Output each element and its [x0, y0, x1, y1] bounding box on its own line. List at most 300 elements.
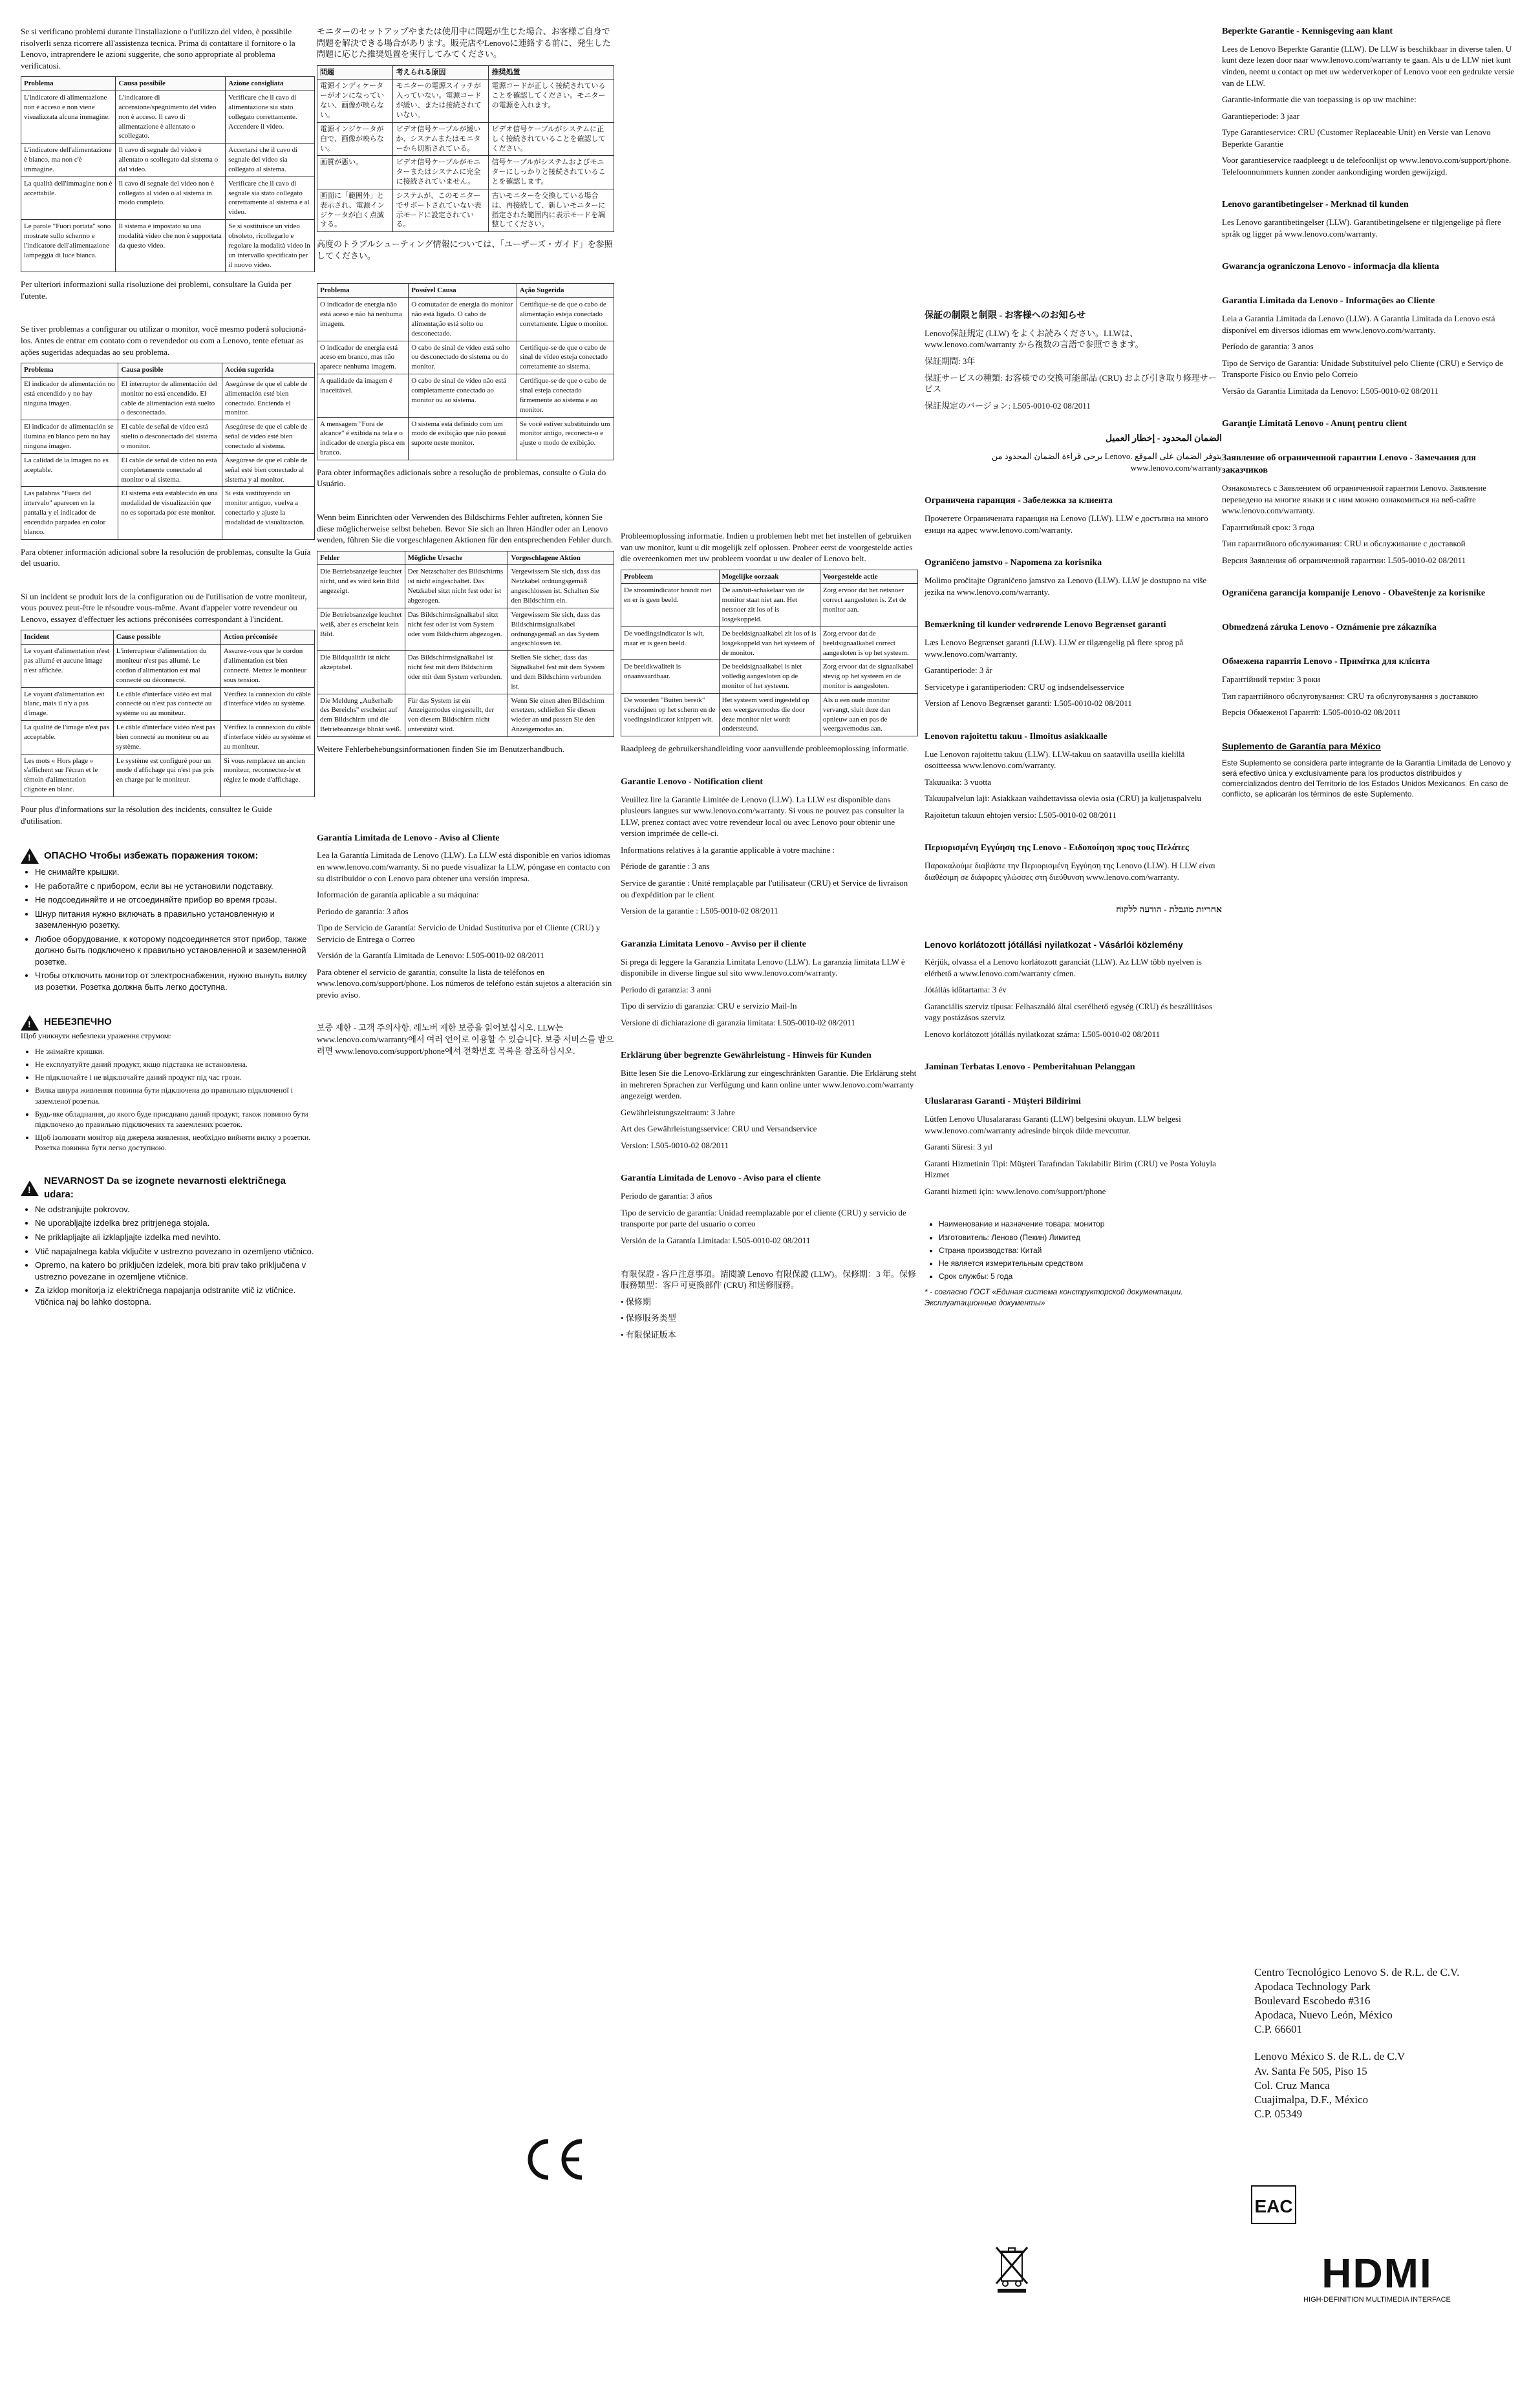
table-row	[21, 754, 315, 797]
table-cell: 電源インディケーターがオンになっていない、画像が映らない。	[317, 80, 393, 122]
ru-warranty	[1222, 453, 1519, 566]
table-row	[317, 374, 614, 417]
da-warranty-info-item: Servicetype i garantiperioden: CRU og indsendelsesservice	[925, 681, 1124, 692]
hu-warranty-info-item: Garanciális szerviz típusa: Felhasználó által cserélhető egység (CRU) és beszállításos vagy postázásos szerviz	[925, 1001, 1213, 1023]
table-header: Problema	[21, 363, 118, 378]
es-warranty-title: Garantía Limitada de Lenovo - Aviso al Cliente	[317, 833, 500, 843]
de-warranty-info-item: Gewährleistungszeitraum: 3 Jahre	[621, 1107, 735, 1117]
ru-warranty-info-item: Гарантийный срок: 3 года	[1222, 522, 1314, 532]
table-cell: Das Bildschirmsignalkabel sitzt nicht fest oder ist vom System oder vom Bildschirm abgezogen.	[405, 608, 508, 650]
warning-heading	[21, 1175, 315, 1201]
tr-warranty-info-item: Garanti hizmeti için: www.lenovo.com/support/phone	[925, 1186, 1106, 1196]
fr-warranty-info-title: Informations relatives à la garantie applicable à votre machine :	[621, 844, 835, 855]
de-warranty-info-item: Version: L505-0010-02 08/2011	[621, 1140, 729, 1150]
da-warranty-info-item: Version af Lenovo Begrænset garanti: L505-0010-02 08/2011	[925, 698, 1132, 709]
ar-warranty-title: الضمان المحدود - إخطار العميل	[1105, 434, 1222, 444]
bg-warranty-text: Прочетете Ограничената гаранция на Lenovo (LLW). LLW е достъпна на много езици на адрес www.lenovo.com/warranty.	[925, 513, 1208, 535]
fi-warranty-text: Lue Lenovon rajoitettu takuu (LLW). LLW-takuu on saatavilla useilla kielillä osoitteessa www.lenovo.com/warranty.	[925, 749, 1185, 771]
ja-troubleshooting-table	[317, 65, 614, 233]
it-troubleshooting-table	[21, 76, 315, 272]
list-item: • Наименование и назначение товара: монитор	[939, 1219, 1222, 1229]
sl-danger-warning	[21, 1175, 315, 1307]
fi-warranty-title: Lenovon rajoitettu takuu - Ilmoitus asiakkaalle	[925, 731, 1107, 742]
hu-warranty-text: Kérjük, olvassa el a Lenovo korlátozott garanciát (LLW). Az LLW több nyelven is elérhető a www.lenovo.com/warranty címen.	[925, 957, 1202, 978]
ko-warranty-text: 보증 제한 - 고객 주의사항. 레노버 제한 보증을 읽어보십시오. LLW는 www.lenovo.com/warranty에서 여러 언어로 이용할 수 있습니다. 보증 서비스를 받으려면 www.lenovo.com/support/phone에서 전화번호 목록을 참조하십시오.	[317, 1023, 614, 1056]
table-cell: Le voyant d'alimentation n'est pas allumé et aucune image n'est affichée.	[21, 645, 114, 687]
table-header: Problema	[21, 77, 116, 91]
list-item: • Vtič napajalnega kabla vključite v ustrezno povezano in ozemljeno vtičnico.	[35, 1246, 315, 1258]
nl-troubleshooting	[621, 530, 918, 755]
ru-danger-warning	[21, 848, 315, 992]
column-3	[621, 530, 918, 1362]
da-warranty-info-item: Garantiperiode: 3 år	[925, 665, 992, 676]
table-row	[21, 144, 315, 177]
da-warranty-title: Bemærkning til kunder vedrørende Lenovo Begrænset garanti	[925, 620, 1166, 630]
es-warranty-info-item: Periodo de garantía: 3 años	[317, 906, 409, 916]
sr-warranty-title: Ograničena garancija kompanije Lenovo - Obaveštenje za korisnike	[1222, 588, 1486, 599]
column-2	[317, 26, 614, 1078]
hdmi-logo-text: HDMI	[1321, 2250, 1433, 2296]
table-row	[317, 417, 614, 460]
fr-warranty-text: Veuillez lire la Garantie Limitée de Lenovo (LLW). La LLW est disponible dans plusieurs langues sur www.lenovo.com/warranty. Si vous ne pouvez pas consulter la LLW, prenez contact avec votre revendeur local ou avec Lenovo pour obtenir une version imprimée de celle-ci.	[621, 794, 904, 839]
ja-troubleshooting	[317, 26, 614, 261]
table-cell: Die Bildqualität ist nicht akzeptabel.	[317, 651, 405, 694]
warning-title: НЕБЕЗПЕЧНО	[44, 1016, 112, 1028]
table-header: Causa posible	[118, 363, 222, 378]
address-line: Lenovo México S. de R.L. de C.V	[1254, 2050, 1406, 2063]
mx-supplement-text: Este Suplemento se considera parte integrante de la Garantía Limitada de Lenovo y será efectivo única y exclusivamente para los productos distribuidos y comercializados dentro del Territorio de los Estados Unidos Mexicanos. En caso de conflicto, se aplicarán los términos de este Suplemento.	[1222, 758, 1511, 799]
es-footer: Para obtener información adicional sobre la resolución de problemas, consulte la Guía del usuario.	[21, 546, 311, 568]
pt-warranty-info-item: Tipo de Serviço de Garantia: Unidade Substituível pelo Cliente (CRU) e Serviço de Transporte Físico ou Envio pelo Correio	[1222, 358, 1503, 380]
list-item: • Opremo, na katero bo priključen izdelek, mora biti prav tako priključena v ustrezno povezane in ozemljene vtičnice.	[35, 1259, 315, 1282]
table-cell: Las palabras "Fuera del intervalo" aparecen en la pantalla y el indicador de encendido parpadea en color blanco.	[21, 487, 118, 539]
pt-warranty-text: Leia a Garantia Limitada da Lenovo (LLW). A Garantia Limitada da Lenovo está disponível em diversos idiomas em www.lenovo.com/warranty.	[1222, 314, 1495, 335]
list-item: • Ne uporabljajte izdelka brez pritrjenega stojala.	[35, 1217, 315, 1229]
es2-warranty	[621, 1173, 918, 1246]
list-item: • Изготовитель: Леново (Пекин) Лимитед	[939, 1232, 1222, 1243]
eac-mark-icon	[1251, 2185, 1296, 2224]
table-cell: Zorg ervoor dat het netsnoer correct aangesloten is. Zet de monitor aan.	[820, 584, 917, 626]
table-cell: Les mots « Hors plage » s'affichent sur l'écran et le témoin d'alimentation clignote en blanc.	[21, 754, 114, 797]
list-item: • Чтобы отключить монитор от электроснабжения, нужно вынуть вилку из розетки. Розетка должна быть легко доступна.	[35, 970, 315, 992]
pt-intro: Se tiver problemas a configurar ou utilizar o monitor, você mesmo poderá solucioná-los. Antes de entrar em contato com o revendedor ou com a Lenovo, tente efetuar as ações sugeridas adequadas ao seu problema.	[21, 324, 306, 357]
table-header: Ação Sugerida	[517, 284, 614, 298]
list-item: • Ne priklapljajte ali izklapljajte izdelka med nevihto.	[35, 1232, 315, 1243]
zh-label: • 保修服务类型	[621, 1313, 676, 1323]
table-cell: L'interrupteur d'alimentation du moniteur n'est pas allumé. Le cordon d'alimentation est mal connecté ou déconnecté.	[113, 645, 220, 687]
bg-warranty	[925, 495, 1222, 535]
table-cell: Die Meldung „Außerhalb des Bereichs" erscheint auf dem Bildschirm und die Betriebsanzeige blinkt weiß.	[317, 694, 405, 736]
list-item: • Не експлуатуйте даний продукт, якщо підставка не встановлена.	[35, 1059, 315, 1069]
fr-footer: Pour plus d'informations sur la résolution des incidents, consultez le Guide d'utilisation.	[21, 804, 273, 826]
nl-warranty-info-item: Type Garantieservice: CRU (Customer Replaceable Unit) en Versie van Lenovo Beperkte Garantie	[1222, 127, 1491, 149]
da-warranty-text: Læs Lenovo Begrænset garanti (LLW). LLW er tilgængelig på flere sprog på www.lenovo.com/warranty.	[925, 637, 1183, 659]
table-header: Voorgestelde actie	[820, 570, 917, 584]
es2-warranty-info-item: Versión de la Garantía Limitada: L505-0010-02 08/2011	[621, 1235, 811, 1245]
list-item: • Не знімайте кришки.	[35, 1046, 315, 1056]
ro-warranty	[1222, 418, 1519, 431]
no-warranty	[1222, 199, 1519, 239]
table-header: Acción sugerida	[222, 363, 315, 378]
table-cell: O cabo de sinal de vídeo está solto ou desconectado do sistema ou do monitor.	[409, 341, 517, 374]
it-warranty	[621, 939, 918, 1029]
ce-mark-icon	[517, 2134, 588, 2185]
table-cell: Si vous remplacez un ancien moniteur, reconnectez-le et réglez le mode d'affichage.	[220, 754, 314, 797]
pt-troubleshooting-table	[317, 283, 614, 460]
table-header: Causa possibile	[116, 77, 226, 91]
tr-warranty-title: Uluslararası Garanti - Müşteri Bildirimi	[925, 1097, 1081, 1107]
table-cell: Wenn Sie einen alten Bildschirm ersetzen, schließen Sie diesen wieder an und passen Sie den Anzeigemodus an.	[508, 694, 614, 736]
it-warranty-title: Garanzia Limitata Lenovo - Avviso per il cliente	[621, 939, 806, 949]
table-cell: O indicador de energia está aceso em branco, mas não aparece nenhuma imagem.	[317, 341, 409, 374]
nl-warranty-info-item: Garantieperiode: 3 jaar	[1222, 111, 1299, 121]
tr-warranty-info-item: Garanti Süresi: 3 yıl	[925, 1142, 993, 1152]
table-header: Vorgeschlagene Aktion	[508, 551, 614, 565]
warning-triangle-icon	[21, 848, 39, 864]
table-cell: 古いモニターを交換している場合は、再接続して、新しいモニターに指定された範囲内に表示モードを調整してください。	[489, 189, 614, 231]
zh-label: • 有限保证版本	[621, 1329, 676, 1340]
hu-warranty-info-item: Lenovo korlátozott jótállás nyilatkozat száma: L505-0010-02 08/2011	[925, 1029, 1160, 1039]
sr-warranty	[1222, 588, 1519, 600]
es-troubleshooting-table	[21, 363, 315, 540]
it-warranty-text: Si prega di leggere la Garanzia Limitata Lenovo (LLW). La garanzia limitata LLW è disponibile in diverse lingue sul sito www.lenovo.com/warranty.	[621, 956, 905, 978]
table-cell: El sistema está establecido en una modalidad de visualización que no es soportada por este monitor.	[118, 487, 222, 539]
table-row	[21, 220, 315, 272]
table-cell: 電源コードが正しく接続されていることを確認してください。モニターの電源を入れます。	[489, 80, 614, 122]
it-intro: Se si verificano problemi durante l'installazione o l'utilizzo del video, è possibile risolverli senza ricorrere all'assistenza tecnica. Prima di contattare il fornitore o la Lenovo, intraprendere le azioni suggerite, che sono appropriate al problema verificatosi.	[21, 27, 295, 70]
table-header: Incident	[21, 630, 114, 645]
table-cell: O indicador de energia não está aceso e não há nenhuma imagem.	[317, 298, 409, 341]
ru-product-info	[925, 1219, 1222, 1307]
warning-title: ОПАСНО Чтобы избежать поражения током:	[44, 850, 259, 861]
table-cell: La qualité de l'image n'est pas acceptable.	[21, 721, 114, 755]
hu-warranty-info-item: Jótállás időtartama: 3 év	[925, 985, 1007, 995]
ar-warranty-text: يرجى قراءة الضمان المحدود من Lenovo. يتوفر الضمان على الموقع www.lenovo.com/warranty	[991, 451, 1222, 473]
es-warranty-info-title: Información de garantía aplicable a su máquina:	[317, 890, 479, 900]
fr-troubleshooting-table	[21, 630, 315, 797]
table-cell: Accertarsi che il cavo di segnale del video sia collegato al sistema.	[226, 144, 315, 177]
zh-warranty	[621, 1269, 918, 1341]
it-footer: Per ulteriori informazioni sulla risoluzione dei problemi, consultare la Guida per l'utente.	[21, 279, 292, 301]
es-warranty-footer: Para obtener el servicio de garantía, consulte la lista de teléfonos en www.lenovo.com/support/phone. Los números de teléfono están sujetos a alteración sin previo aviso.	[317, 967, 612, 1000]
table-cell: El cable de señal de vídeo está suelto o desconectado del sistema o monitor.	[118, 420, 222, 454]
ja-warranty-info-item: 保証規定のバージョン: L505-0010-02 08/2011	[925, 400, 1091, 411]
warning-triangle-icon	[21, 1015, 39, 1031]
hr-warranty-text: Molimo pročitajte Ograničeno jamstvo za Lenovo (LLW). LLW je dostupno na više jezika na www.lenovo.com/warranty.	[925, 575, 1207, 597]
table-cell: La qualità dell'immagine non è accettabile.	[21, 177, 116, 219]
bg-warranty-title: Ограничена гаранция - Забележка за клиента	[925, 496, 1113, 506]
fi-warranty	[925, 731, 1222, 821]
fr-warranty-title: Garantie Lenovo - Notification client	[621, 776, 764, 787]
tr-warranty	[925, 1096, 1222, 1197]
list-item: • Ne odstranjujte pokrovov.	[35, 1204, 315, 1215]
zh-warranty-text: 有限保證 - 客戶注意事項。請閱讀 Lenovo 有限保證 (LLW)。保修期：3 年。保修服務類型：客戶可更換部件 (CRU) 和送修服務。	[621, 1269, 916, 1290]
ja-warranty-info-item: 保証期間: 3年	[925, 356, 976, 366]
table-cell: Certifique-se de que o cabo de sinal de vídeo esteja conectado corretamente ao sistema.	[517, 341, 614, 374]
no-warranty-title: Lenovo garantibetingelser - Merknad til kunden	[1222, 200, 1409, 210]
table-header: Azione consigliata	[226, 77, 315, 91]
table-row	[21, 487, 315, 539]
table-cell: Der Netzschalter des Bildschirms ist nicht eingeschaltet. Das Netzkabel sitzt nicht fest oder ist abgezogen.	[405, 565, 508, 608]
nl-warranty-text: Lees de Lenovo Beperkte Garantie (LLW). De LLW is beschikbaar in diverse talen. U kunt deze lezen door naar www.lenovo.com/warranty te gaan. Als u de LLW niet kunt vinden, neemt u contact op met uw wederverkoper of Lenovo voor een gedrukte versie van de LLW.	[1222, 43, 1514, 88]
table-header: Mögliche Ursache	[405, 551, 508, 565]
table-cell: Die Betriebsanzeige leuchtet nicht, und es wird kein Bild angezeigt.	[317, 565, 405, 608]
table-cell: L'indicatore di alimentazione non è acceso e non viene visualizzata alcuna immagine.	[21, 91, 116, 144]
ro-warranty-title: Garanţie Limitată Lenovo - Anunţ pentru client	[1222, 419, 1407, 429]
pl-warranty	[1222, 261, 1519, 273]
table-cell: 画質が悪い。	[317, 156, 393, 189]
hu-warranty	[925, 939, 1222, 1040]
table-cell: De aan/uit-schakelaar van de monitor staat niet aan. Het netsnoer zit los of is losgekoppeld.	[719, 584, 820, 626]
es-warranty-info-item: Versión de la Garantía Limitada de Lenovo: L505-0010-02 08/2011	[317, 950, 544, 961]
table-cell: Le voyant d'alimentation est blanc, mais il n'y a pas d'image.	[21, 687, 114, 721]
table-row	[317, 122, 614, 156]
table-cell: Se você estiver substituindo um monitor antigo, reconecte-o e ajuste o modo de exibição.	[517, 417, 614, 460]
column-1	[21, 26, 315, 1329]
list-item: • Не підключайте і не відключайте даний продукт під час грози.	[35, 1072, 315, 1082]
table-cell: El interruptor de alimentación del monitor no está encendido. El cable de alimentación está suelto o desconectado.	[118, 377, 222, 420]
table-cell: O cabo de sinal de vídeo não está completamente conectado ao monitor ou ao sistema.	[409, 374, 517, 417]
nl-warranty-title: Beperkte Garantie - Kennisgeving aan klant	[1222, 27, 1393, 36]
table-row	[621, 693, 918, 736]
table-header: 推奨処置	[489, 65, 614, 80]
table-header: Problema	[317, 284, 409, 298]
list-item: • Za izklop monitorja iz električnega napajanja odstranite vtič iz vtičnice. Vtičnica naj bo lahko dostopna.	[35, 1285, 315, 1307]
product-info-list	[925, 1219, 1222, 1281]
table-cell: Vérifiez la connexion du câble d'interface vidéo au système et au moniteur.	[220, 721, 314, 755]
fr-intro: Si un incident se produit lors de la configuration ou de l'utilisation de votre moniteur, vous pouvez peut-être le résoudre vous-même. Avant d'appeler votre revendeur ou Lenovo, essayez d'effectuer les actions préconisées correspondant à l'incident.	[21, 591, 307, 624]
list-item: • Щоб ізолювати монітор від джерела живлення, необхідно вийняти вилку з розетки. Розетка повинна бути легко доступною.	[35, 1132, 315, 1153]
table-cell: Vérifiez la connexion du câble d'interface vidéo au système.	[220, 687, 314, 721]
table-cell: De beeldsignaalkabel zit los of is losgekoppeld van het systeem of de monitor.	[719, 626, 820, 660]
table-cell: O sistema está definido com um modo de exibição que não possui suporte neste monitor.	[409, 417, 517, 460]
ja-warranty-text: Lenovo保証規定 (LLW) をよくお読みください。LLWは、www.lenovo.com/warranty から複数の言語で参照できます。	[925, 328, 1144, 350]
address-line: Col. Cruz Manca	[1254, 2079, 1330, 2092]
ja-footer: 高度のトラブルシューティング情報については、「ユーザーズ・ガイド」を参照してください。	[317, 239, 613, 261]
table-cell: Het systeem werd ingesteld op een weergavemodus die door deze monitor niet wordt ondersteund.	[719, 693, 820, 736]
he-warranty	[925, 905, 1222, 917]
warning-title: NEVARNOST Da se izognete nevarnosti električnega udara:	[44, 1175, 286, 1200]
table-cell: Certifique-se de que o cabo de alimentação esteja conectado corretamente. Ligue o monitor.	[517, 298, 614, 341]
pt-footer: Para obter informações adicionais sobre a resolução de problemas, consulte o Guia do Usuário.	[317, 467, 606, 489]
uk-warranty	[1222, 656, 1519, 718]
ru-warranty-title: Заявление об ограниченной гарантии Lenovo - Замечания для заказчиков	[1222, 453, 1476, 476]
table-row	[21, 377, 315, 420]
warning-list	[21, 1046, 315, 1153]
table-cell: De beeldkwaliteit is onaanvaardbaar.	[621, 660, 720, 694]
table-header: 問題	[317, 65, 393, 80]
table-row	[317, 341, 614, 374]
table-cell: L'indicatore dell'alimentazione è bianco, ma non c'è immagine.	[21, 144, 116, 177]
table-row	[317, 694, 614, 736]
table-cell: 画面に「範囲外」と表示され、電源インジケータが白く点滅する。	[317, 189, 393, 231]
nl-warranty-footer: Voor garantieservice raadpleegt u de telefoonlijst op www.lenovo.com/support/phone. Telefoonnummers kunnen zonder aankondiging worden gewijzigd.	[1222, 155, 1512, 177]
table-cell: Zorg ervoor dat de signaalkabel stevig op het systeem en de monitor is aangesloten.	[820, 660, 917, 694]
table-row	[317, 565, 614, 608]
de-warranty-info-item: Art des Gewährleistungsservice: CRU und Versandservice	[621, 1124, 817, 1134]
table-header: Cause possible	[113, 630, 220, 645]
table-cell: Il cavo di segnale del video è allentato o scollegato dal sistema o dal video.	[116, 144, 226, 177]
table-cell: A qualidade da imagem é inaceitável.	[317, 374, 409, 417]
table-cell: Il cavo di segnale del video non è collegato al video o al sistema in modo completo.	[116, 177, 226, 219]
es2-warranty-info-item: Periodo de garantía: 3 años	[621, 1191, 712, 1201]
table-cell: ビデオ信号ケーブルが緩いか、システムまたはモニターから切断されている。	[393, 122, 489, 156]
table-cell: De stroomindicator brandt niet en er is geen beeld.	[621, 584, 720, 626]
gost-note: * - согласно ГОСТ «Единая система конструкторской документации. Эксплуатационные документы»	[925, 1287, 1183, 1307]
table-row	[317, 80, 614, 122]
table-row	[21, 721, 315, 755]
mx-supplement-title: Suplemento de Garantía para México	[1222, 740, 1381, 751]
it-troubleshooting	[21, 26, 315, 301]
list-item: • Будь-яке обладнання, до якого буде приєднано даний продукт, також повинно бути підключено до правильно підключених та заземлених розеток.	[35, 1109, 315, 1129]
pt-warranty-info-item: Versão da Garantia Limitada da Lenovo: L505-0010-02 08/2011	[1222, 385, 1438, 396]
ja-warranty-info-item: 保証サービスの種類: お客様での交換可能部品 (CRU) および引き取り修理サービス	[925, 372, 1217, 394]
de-footer: Weitere Fehlerbehebungsinformationen finden Sie im Benutzerhandbuch.	[317, 744, 565, 754]
warning-heading	[21, 1015, 315, 1031]
nl-intro: Probleemoplossing informatie. Indien u problemen hebt met het instellen of gebruiken van uw monitor, kunt u dit mogelijk zelf oplossen. Probeer eerst de voorgestelde acties die overeenkomen met uw probleem voordat u uw dealer of Lenovo belt.	[621, 531, 913, 564]
table-cell: De woorden "Buiten bereik" verschijnen op het scherm en de voedingsindicator knippert wit.	[621, 693, 720, 736]
ar-warranty	[925, 433, 1222, 473]
el-warranty-title: Περιορισμένη Εγγύηση της Lenovo - Ειδοποίηση προς τους Πελάτες	[925, 843, 1189, 853]
list-item: • Вилка шнура живлення повинна бути підключена до правильно підключеної і заземленої розетки.	[35, 1085, 315, 1106]
de-troubleshooting	[317, 511, 614, 755]
address-line: Centro Tecnológico Lenovo S. de R.L. de C.V.	[1254, 1966, 1460, 1978]
nl-warranty-info-title: Garantie-informatie die van toepassing is op uw machine:	[1222, 94, 1417, 105]
uk-warranty-info-item: Версія Обмеженої Гарантії: L505-0010-02 08/2011	[1222, 707, 1401, 718]
table-cell: Als u een oude monitor vervangt, sluit deze dan opnieuw aan en pas de weergavemodus aan.	[820, 693, 917, 736]
fr-warranty-info-item: Période de garantie : 3 ans	[621, 861, 710, 872]
address-line: Apodaca, Nuevo León, México	[1254, 2009, 1393, 2022]
fi-warranty-info-item: Takuupalvelun laji: Asiakkaan vaihdettavissa olevia osia (CRU) ja kuljetuspalvelu	[925, 793, 1201, 804]
list-item: • Не является измерительным средством	[939, 1258, 1222, 1269]
table-row	[317, 189, 614, 231]
table-cell: De voedingsindicator is wit, maar er is geen beeld.	[621, 626, 720, 660]
address-line: C.P. 66601	[1254, 2023, 1303, 2036]
table-cell: Die Betriebsanzeige leuchtet weiß, aber es erscheint kein Bild.	[317, 608, 405, 650]
table-cell: L'indicatore di accensione/spegnimento del video non è acceso. Il cavo di alimentazione è allentato o scollegato.	[116, 91, 226, 144]
table-header: Action préconisée	[220, 630, 314, 645]
da-warranty	[925, 619, 1222, 709]
address-line: Cuajimalpa, D.F., México	[1254, 2093, 1369, 2106]
table-row	[21, 420, 315, 454]
hr-warranty	[925, 557, 1222, 597]
address-line: Boulevard Escobedo #316	[1254, 1995, 1371, 2007]
id-warranty	[925, 1062, 1222, 1074]
table-row	[317, 298, 614, 341]
warning-list	[21, 866, 315, 992]
tr-warranty-info-item: Garanti Hizmetinin Tipi: Müşteri Tarafından Takılabilir Birim (CRU) ve Posta Yoluyla Hizmet	[925, 1158, 1216, 1180]
it-warranty-info-item: Tipo di servizio di garanzia: CRU e servizio Mail-In	[621, 1001, 797, 1011]
table-cell: Si está sustituyendo un monitor antiguo, vuelva a conectarlo y ajuste la modalidad de visualización.	[222, 487, 315, 539]
es-warranty	[317, 833, 614, 1001]
column-4	[925, 310, 1222, 1330]
table-header: 考えられる原因	[393, 65, 489, 80]
uk-warranty-info-item: Тип гарантійного обслуговування: CRU та обслуговування з доставкою	[1222, 690, 1479, 701]
uk-warranty-info-item: Гарантійний термін: 3 роки	[1222, 674, 1320, 685]
table-cell: Für das System ist ein Anzeigemodus eingestellt, der von diesem Bildschirm nicht unterstützt wird.	[405, 694, 508, 736]
table-row	[21, 177, 315, 219]
zh-label: • 保修期	[621, 1296, 651, 1307]
weee-bin-icon	[992, 2243, 1031, 2295]
it-warranty-info-item: Periodo di garanzia: 3 anni	[621, 984, 712, 994]
uk-danger-warning	[21, 1015, 315, 1153]
es-troubleshooting	[21, 323, 315, 568]
fi-warranty-info-item: Rajoitetun takuun ehtojen versio: L505-0010-02 08/2011	[925, 809, 1117, 820]
table-cell: Asegúrese de que el cable de señal esté bien conectado al sistema y al monitor.	[222, 453, 315, 487]
table-header: Probleem	[621, 570, 720, 584]
el-warranty-text: Παρακαλούμε διαβάστε την Περιορισμένη Εγγύηση της Lenovo (LLW). Η LLW είναι διαθέσιμη σε διάφορες γλώσσες στη διεύθυνση www.lenovo.com/warranty.	[925, 861, 1215, 882]
ru-warranty-text: Ознакомьтесь с Заявлением об ограниченной гарантии Lenovo. Заявление переведено на многие языки и с ним можно ознакомиться на веб-сайте www.lenovo.com/warranty.	[1222, 483, 1487, 516]
fr-warranty-info-item: Service de garantie : Unité remplaçable par l'utilisateur (CRU) et Service de livraison ou d'expédition par le client	[621, 878, 908, 899]
list-item: • Не подсоединяйте и не отсоединяйте прибор во время грозы.	[35, 894, 315, 906]
table-cell: Verificare che il cavo di segnale sia stato collegato correttamente al sistema e al video.	[226, 177, 315, 219]
list-item: • Не снимайте крышки.	[35, 866, 315, 878]
table-cell: La calidad de la imagen no es aceptable.	[21, 453, 118, 487]
table-cell: ビデオ信号ケーブルがシステムに正しく接続されていることを確認してください。	[489, 122, 614, 156]
table-row	[21, 687, 315, 721]
table-cell: Certifique-se de que o cabo de sinal esteja conectado firmemente ao sistema e ao monitor.	[517, 374, 614, 417]
table-row	[21, 453, 315, 487]
table-row	[621, 660, 918, 694]
table-row	[621, 626, 918, 660]
table-row	[21, 645, 315, 687]
list-item: • Не работайте с прибором, если вы не установили подставку.	[35, 881, 315, 892]
pt-troubleshooting	[317, 283, 614, 489]
table-row	[21, 91, 315, 144]
list-item: • Страна производства: Китай	[939, 1245, 1222, 1256]
column-5	[1222, 26, 1519, 821]
table-cell: 信号ケーブルがシステムおよびモニターにしっかりと接続されていることを確認します。	[489, 156, 614, 189]
table-cell: Zorg ervoor dat de beeldsignaalkabel correct aangesloten is op het systeem.	[820, 626, 917, 660]
address	[1254, 2050, 1487, 2121]
list-item: • Любое оборудование, к которому подсоединяется этот прибор, также должно быть подключено к правильно установленной и заземленной розетке.	[35, 934, 315, 968]
table-cell: Le parole "Fuori portata" sono mostrate sullo schermo e l'indicatore dell'alimentazione lampeggia di luce bianca.	[21, 220, 116, 272]
es-warranty-text: Lea la Garantía Limitada de Lenovo (LLW). La LLW está disponible en varios idiomas en www.lenovo.com/warranty. Si no puede visualizar la LLW, póngase en contacto con su distribuidor o con Lenovo para obtener una versión impresa.	[317, 850, 611, 883]
hdmi-tagline: HIGH-DEFINITION MULTIMEDIA INTERFACE	[1303, 2296, 1451, 2304]
table-row	[317, 608, 614, 650]
warning-triangle-icon	[21, 1181, 39, 1196]
table-cell: Assurez-vous que le cordon d'alimentation est bien connecté. Mettez le moniteur sous tension.	[220, 645, 314, 687]
ko-warranty	[317, 1022, 614, 1056]
fr-troubleshooting	[21, 591, 315, 826]
uk-warranty-title: Обмежена гарантія Lenovo - Примітка для клієнта	[1222, 657, 1430, 667]
id-warranty-title: Jaminan Terbatas Lenovo - Pemberitahuan Pelanggan	[925, 1062, 1135, 1073]
address-line: Av. Santa Fe 505, Piso 15	[1254, 2064, 1367, 2077]
table-header: Possível Causa	[409, 284, 517, 298]
table-cell: Vergewissern Sie sich, dass das Bildschirmsignalkabel ordnungsgemäß an das System angeschlossen ist.	[508, 608, 614, 650]
address	[1254, 1965, 1487, 2037]
table-cell: Asegúrese de que el cable de alimentación esté bien conectado. Encienda el monitor.	[222, 377, 315, 420]
nl-troubleshooting-table	[621, 570, 918, 737]
warning-list	[21, 1204, 315, 1307]
address-block	[1254, 1965, 1487, 2134]
de-warranty-text: Bitte lesen Sie die Lenovo-Erklärung zur eingeschränkten Garantie. Die Erklärung steht in mehreren Sprachen zur Verfügung und kann online unter www.lenovo.com/warranty angezeigt werden.	[621, 1068, 917, 1101]
table-row	[317, 651, 614, 694]
es2-warranty-info-item: Tipo de servicio de garantía: Unidad reemplazable por el cliente (CRU) y servicio de transporte por parte del usuario o correo	[621, 1207, 906, 1229]
eac-label: EAC	[1254, 2196, 1293, 2216]
table-cell: De beeldsignaalkabel is niet volledig aangesloten op de monitor of het systeem.	[719, 660, 820, 694]
fr-warranty	[621, 776, 918, 917]
table-cell: Stellen Sie sicher, dass das Signalkabel fest mit dem System und dem Bildschirm verbunden ist.	[508, 651, 614, 694]
list-item: • Срок службы: 5 года	[939, 1271, 1222, 1281]
list-item: • Шнур питания нужно включать в правильно установленную и заземленную розетку.	[35, 908, 315, 931]
tr-warranty-text: Lütfen Lenovo Ulusalararası Garanti (LLW) belgesini okuyun. LLW belgesi www.lenovo.com/warranty adresinde birçok dilde mevcuttur.	[925, 1114, 1181, 1135]
table-cell: システムが、このモニターでサポートされていない表示モードに設定されている。	[393, 189, 489, 231]
ru-warranty-info-item: Версия Заявления об ограниченной гарантии: L505-0010-02 08/2011	[1222, 555, 1466, 565]
table-cell: Le système est configuré pour un mode d'affichage qui n'est pas pris en charge par le moniteur.	[113, 754, 220, 797]
table-cell: Se si sostituisce un video obsoleto, ricollegarlo e regolare la modalità video in un intervallo specificato per il nuovo video.	[226, 220, 315, 272]
nl-warranty	[1222, 26, 1519, 177]
